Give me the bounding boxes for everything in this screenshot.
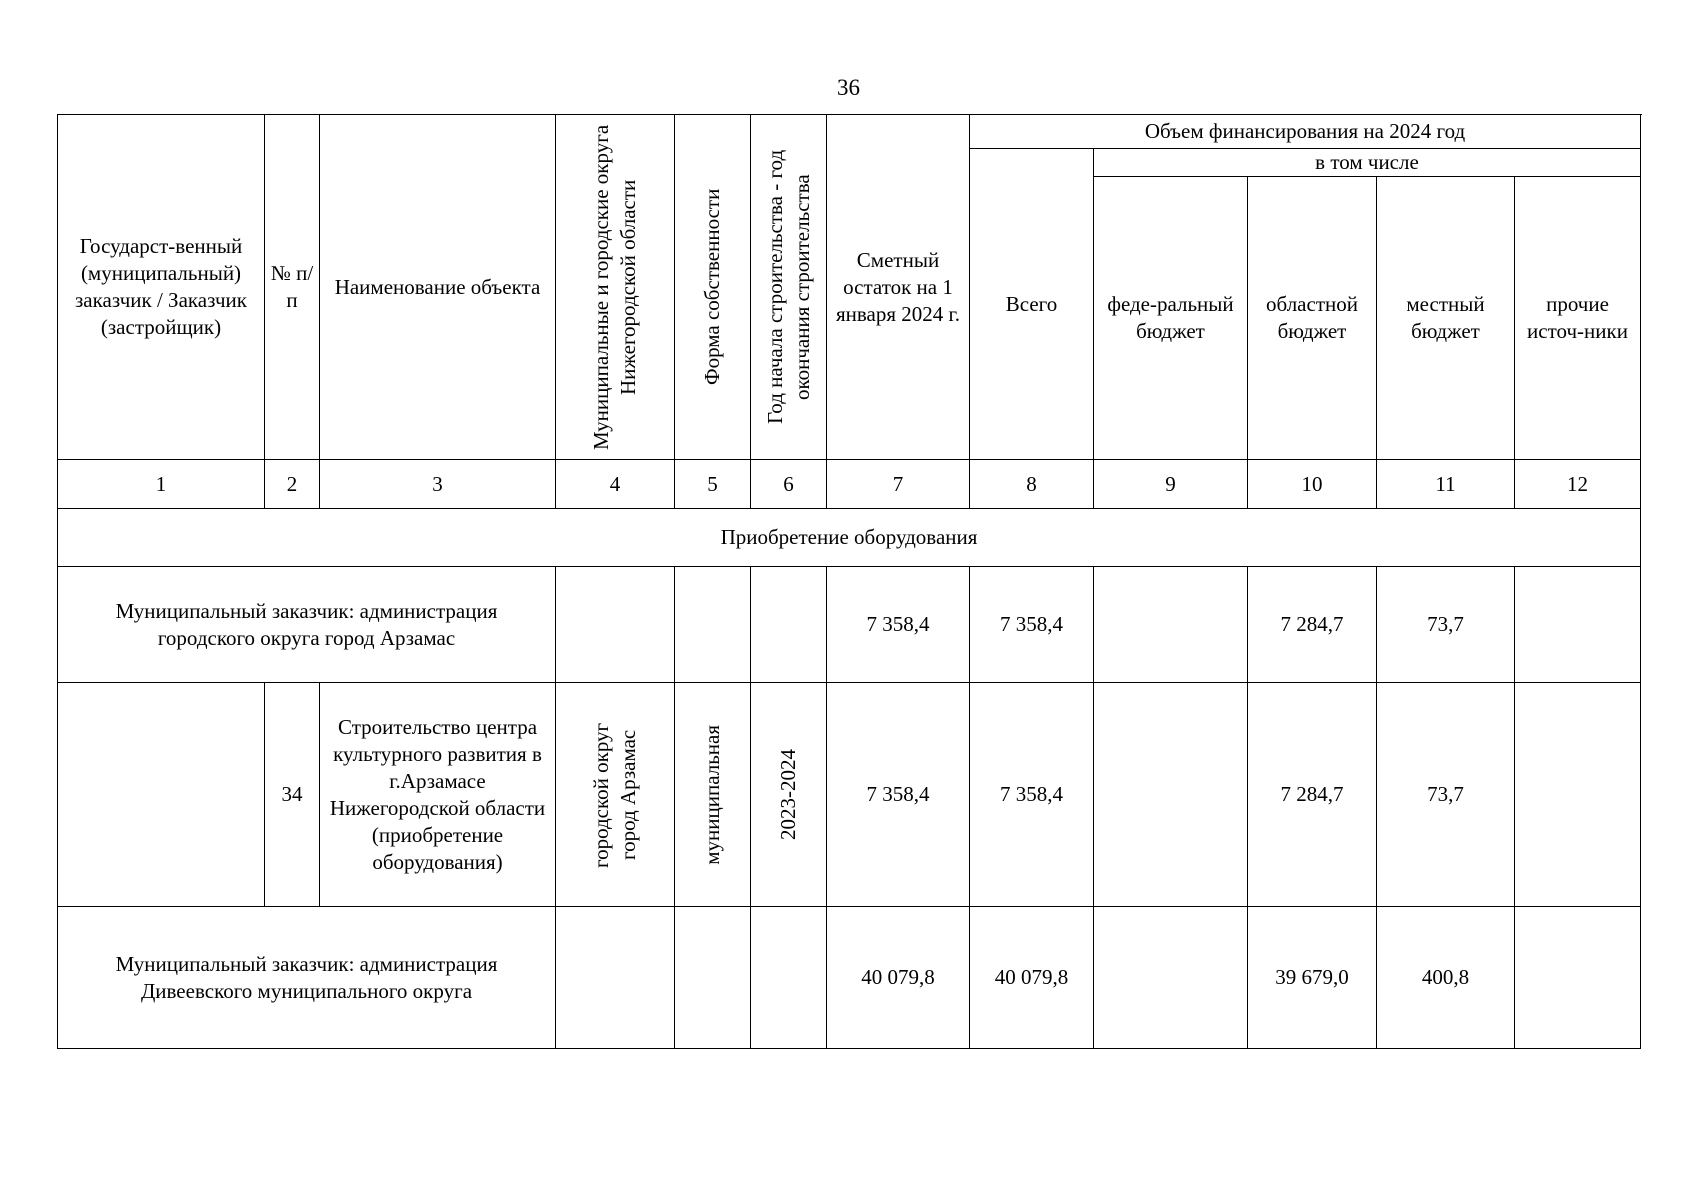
federal-cell bbox=[1094, 683, 1248, 907]
years-cell bbox=[751, 683, 827, 907]
header-ownership bbox=[675, 115, 751, 460]
header-regional: областной бюджет bbox=[1248, 177, 1377, 460]
ownership-cell bbox=[675, 567, 751, 683]
column-number: 3 bbox=[320, 460, 556, 509]
object-name-cell: Строительство центра культурного развития в г.Арзамасе Нижегородской области (приобретение оборудования) bbox=[320, 683, 556, 907]
municipality-cell bbox=[556, 683, 675, 907]
header-customer: Государст-венный (муниципальный) заказчик / Заказчик (застройщик) bbox=[58, 115, 265, 460]
remaining-cell: 7 358,4 bbox=[827, 683, 970, 907]
customer-cell: Муниципальный заказчик: администрация городского округа город Арзамас bbox=[58, 567, 556, 683]
total-cell: 40 079,8 bbox=[970, 907, 1094, 1049]
financing-table bbox=[57, 114, 1641, 1049]
header-federal: феде-ральный бюджет bbox=[1094, 177, 1248, 460]
total-cell: 7 358,4 bbox=[970, 683, 1094, 907]
table-row bbox=[58, 683, 1641, 907]
column-number: 9 bbox=[1094, 460, 1248, 509]
local-cell: 400,8 bbox=[1377, 907, 1515, 1049]
federal-cell bbox=[1094, 567, 1248, 683]
years-cell bbox=[751, 567, 827, 683]
page-number: 36 bbox=[837, 75, 860, 100]
header-municipality bbox=[556, 115, 675, 460]
municipality-cell bbox=[556, 567, 675, 683]
regional-cell: 7 284,7 bbox=[1248, 567, 1377, 683]
municipality-cell bbox=[556, 907, 675, 1049]
header-sub-group: в том числе bbox=[1094, 149, 1641, 177]
header-object-name: Наименование объекта bbox=[320, 115, 556, 460]
ownership-text: муниципальная bbox=[700, 724, 724, 865]
header-number: № п/п bbox=[265, 115, 320, 460]
number-cell: 34 bbox=[265, 683, 320, 907]
years-text: 2023-2024 bbox=[776, 749, 800, 840]
table-row bbox=[58, 907, 1641, 1049]
column-number: 7 bbox=[827, 460, 970, 509]
header-other: прочие источ-ники bbox=[1515, 177, 1641, 460]
remaining-cell: 7 358,4 bbox=[827, 567, 970, 683]
header-ownership-text: Форма собственности bbox=[700, 188, 724, 386]
local-cell: 73,7 bbox=[1377, 683, 1515, 907]
total-cell: 7 358,4 bbox=[970, 567, 1094, 683]
header-funding-group: Объем финансирования на 2024 год bbox=[970, 115, 1641, 149]
customer-cell bbox=[58, 683, 265, 907]
header-row-1 bbox=[58, 115, 1641, 149]
other-cell bbox=[1515, 907, 1641, 1049]
local-cell: 73,7 bbox=[1377, 567, 1515, 683]
column-number: 5 bbox=[675, 460, 751, 509]
header-municipality-text: Муниципальные и городские округа Нижегородской области bbox=[589, 124, 640, 450]
column-number: 10 bbox=[1248, 460, 1377, 509]
header-local: местный бюджет bbox=[1377, 177, 1515, 460]
ownership-cell bbox=[675, 907, 751, 1049]
years-cell bbox=[751, 907, 827, 1049]
federal-cell bbox=[1094, 907, 1248, 1049]
header-remaining: Сметный остаток на 1 января 2024 г. bbox=[827, 115, 970, 460]
column-number: 1 bbox=[58, 460, 265, 509]
header-total: Всего bbox=[970, 149, 1094, 460]
table-row bbox=[58, 567, 1641, 683]
column-number: 8 bbox=[970, 460, 1094, 509]
column-numbers-row bbox=[58, 460, 1641, 509]
column-number: 12 bbox=[1515, 460, 1641, 509]
column-number: 6 bbox=[751, 460, 827, 509]
header-years-text: Год начала строительства - год окончания строительства bbox=[762, 149, 814, 425]
column-number: 4 bbox=[556, 460, 675, 509]
column-number: 11 bbox=[1377, 460, 1515, 509]
regional-cell: 39 679,0 bbox=[1248, 907, 1377, 1049]
ownership-cell bbox=[675, 683, 751, 907]
remaining-cell: 40 079,8 bbox=[827, 907, 970, 1049]
section-row bbox=[58, 509, 1641, 567]
other-cell bbox=[1515, 683, 1641, 907]
header-years bbox=[751, 115, 827, 460]
other-cell bbox=[1515, 567, 1641, 683]
municipality-text: городской округ город Арзамас bbox=[589, 721, 640, 868]
column-number: 2 bbox=[265, 460, 320, 509]
section-title: Приобретение оборудования bbox=[58, 509, 1641, 567]
customer-cell: Муниципальный заказчик: администрация Дивеевского муниципального округа bbox=[58, 907, 556, 1049]
regional-cell: 7 284,7 bbox=[1248, 683, 1377, 907]
